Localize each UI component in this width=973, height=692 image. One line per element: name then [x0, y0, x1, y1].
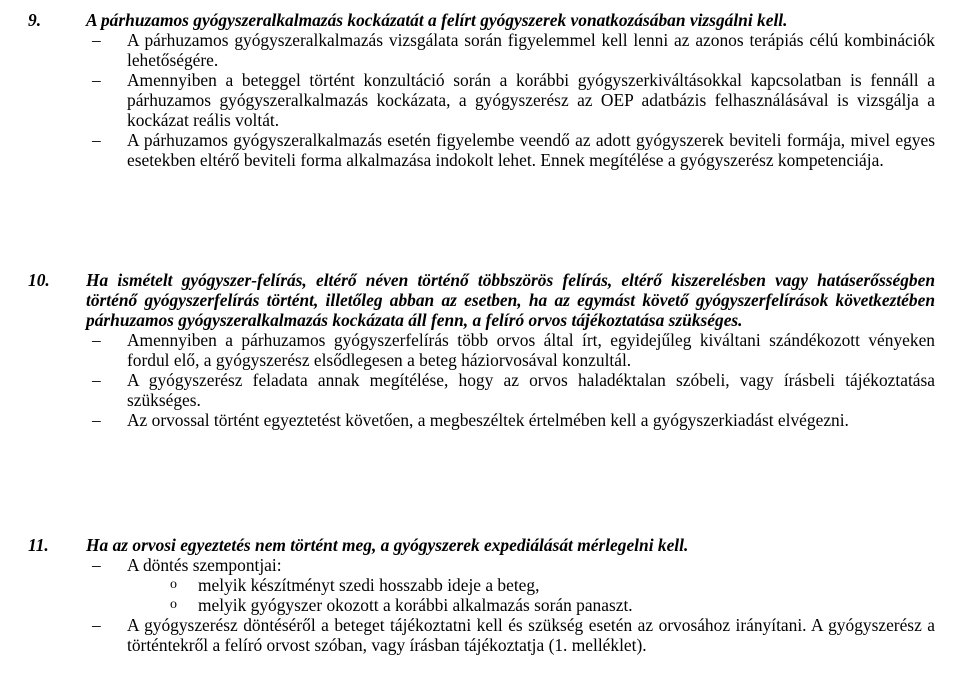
list-item: [0, 410, 973, 430]
list-item: [0, 130, 973, 170]
dash-bullet-icon: –: [92, 70, 101, 90]
dash-bullet-icon: –: [92, 30, 101, 50]
list-item: [0, 70, 973, 130]
section-11: [0, 535, 973, 655]
sub-list-item: [0, 575, 973, 595]
section-9: [0, 10, 973, 170]
section-number: 10.: [28, 270, 50, 290]
circle-bullet-icon: o: [170, 577, 177, 592]
sub-list-item-text: melyik gyógyszer okozott a korábbi alkalmazás során panaszt.: [198, 595, 633, 615]
dash-bullet-icon: –: [92, 330, 101, 350]
list-item-text: A párhuzamos gyógyszeralkalmazás esetén figyelembe veendő az adott gyógyszerek beviteli formája, mivel egyes esetekben eltérő beviteli forma alkalmazása indokolt lehet. Ennek megítélése a gyógyszerész kompetenciája.: [127, 130, 935, 170]
bullet-list: [0, 555, 973, 575]
dash-bullet-icon: –: [92, 555, 101, 575]
dash-bullet-icon: –: [92, 130, 101, 150]
list-item: [0, 555, 973, 575]
dash-bullet-icon: –: [92, 370, 101, 390]
section-heading-text: Ha az orvosi egyeztetés nem történt meg, a gyógyszerek expediálását mérlegelni kell.: [86, 535, 689, 555]
list-item-text: A gyógyszerész döntéséről a beteget tájékoztatni kell és szükség esetén az orvosához irányítani. A gyógyszerész a történtekről a felíró orvost szóban, vagy írásban tájékoztatja (1. melléklet).: [127, 615, 935, 655]
section-number: 11.: [28, 535, 49, 555]
list-item-text: Amennyiben a párhuzamos gyógyszerfelírás több orvos által írt, egyidejűleg kiváltani szándékozott vényeken fordul elő, a gyógyszerész elsődlegesen a beteg háziorvosával konzultál.: [127, 330, 935, 370]
list-item-text: A döntés szempontjai:: [127, 555, 282, 575]
section-heading: [0, 535, 973, 555]
list-item: [0, 330, 973, 370]
section-heading-text: Ha ismételt gyógyszer-felírás, eltérő néven történő többszörös felírás, eltérő kiszerelésben vagy hatáserősségben történő gyógyszerfelírás történt, illetőleg abban az esetben, ha az egymást követő gyógyszerfelírások következtében párhuzamos gyógyszeralkalmazás kockázata áll fenn, a felíró orvos tájékoztatása szükséges.: [86, 270, 935, 330]
section-number: 9.: [28, 10, 42, 30]
section-heading: [0, 270, 973, 330]
dash-bullet-icon: –: [92, 615, 101, 635]
list-item: [0, 615, 973, 655]
sub-list-item: [0, 595, 973, 615]
list-item-text: A gyógyszerész feladata annak megítélése, hogy az orvos haladéktalan szóbeli, vagy írásbeli tájékoztatása szükséges.: [127, 370, 935, 410]
bullet-list: [0, 615, 973, 655]
circle-bullet-icon: o: [170, 597, 177, 612]
section-10: [0, 270, 973, 430]
list-item: [0, 30, 973, 70]
section-heading: [0, 10, 973, 30]
dash-bullet-icon: –: [92, 410, 101, 430]
list-item-text: Az orvossal történt egyeztetést követően, a megbeszéltek értelmében kell a gyógyszerkiadást elvégezni.: [127, 410, 849, 430]
list-item: [0, 370, 973, 410]
sub-bullet-list: [0, 575, 973, 615]
bullet-list: [0, 30, 973, 170]
section-heading-text: A párhuzamos gyógyszeralkalmazás kockázatát a felírt gyógyszerek vonatkozásában vizsgálni kell.: [86, 10, 788, 30]
bullet-list: [0, 330, 973, 430]
sub-list-item-text: melyik készítményt szedi hosszabb ideje a beteg,: [198, 575, 540, 595]
list-item-text: A párhuzamos gyógyszeralkalmazás vizsgálata során figyelemmel kell lenni az azonos terápiás célú kombinációk lehetőségére.: [127, 30, 935, 70]
list-item-text: Amennyiben a beteggel történt konzultáció során a korábbi gyógyszerkiváltásokkal kapcsolatban is fennáll a párhuzamos gyógyszeralkalmazás kockázata, a gyógyszerész az OEP adatbázis felhasználásával is vizsgálja a kockázat reális voltát.: [127, 70, 935, 130]
